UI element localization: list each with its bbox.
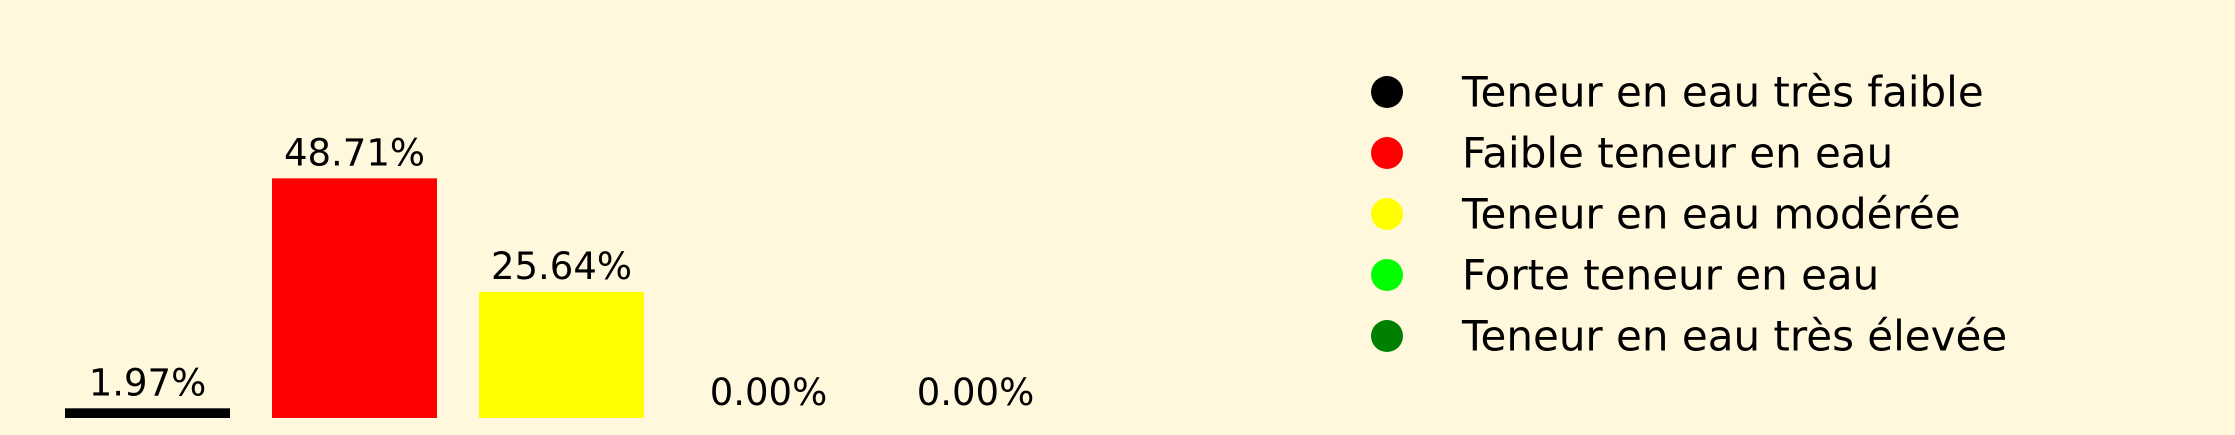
value-label-3: 25.64% bbox=[490, 244, 633, 288]
value-label-4: 0.00% bbox=[709, 371, 828, 414]
legend-marker-5 bbox=[1371, 320, 1403, 352]
bar-1 bbox=[65, 408, 230, 418]
legend-marker-1 bbox=[1371, 76, 1403, 108]
legend bbox=[1371, 68, 2007, 361]
legend-label-5: Teneur en eau très élevée bbox=[1462, 311, 2008, 361]
bar-2 bbox=[272, 178, 437, 418]
legend-marker-4 bbox=[1371, 259, 1403, 291]
legend-label-3: Teneur en eau modérée bbox=[1462, 189, 1961, 239]
value-label-2: 48.71% bbox=[283, 131, 426, 175]
legend-marker-3 bbox=[1371, 198, 1403, 230]
legend-label-1: Teneur en eau très faible bbox=[1462, 67, 1984, 117]
legend-label-2: Faible teneur en eau bbox=[1462, 128, 1894, 178]
value-label-1: 1.97% bbox=[88, 361, 207, 405]
legend-label-4: Forte teneur en eau bbox=[1462, 250, 1880, 300]
legend-marker-2 bbox=[1371, 137, 1403, 169]
bar-3 bbox=[479, 292, 644, 418]
value-label-5: 0.00% bbox=[916, 371, 1035, 414]
